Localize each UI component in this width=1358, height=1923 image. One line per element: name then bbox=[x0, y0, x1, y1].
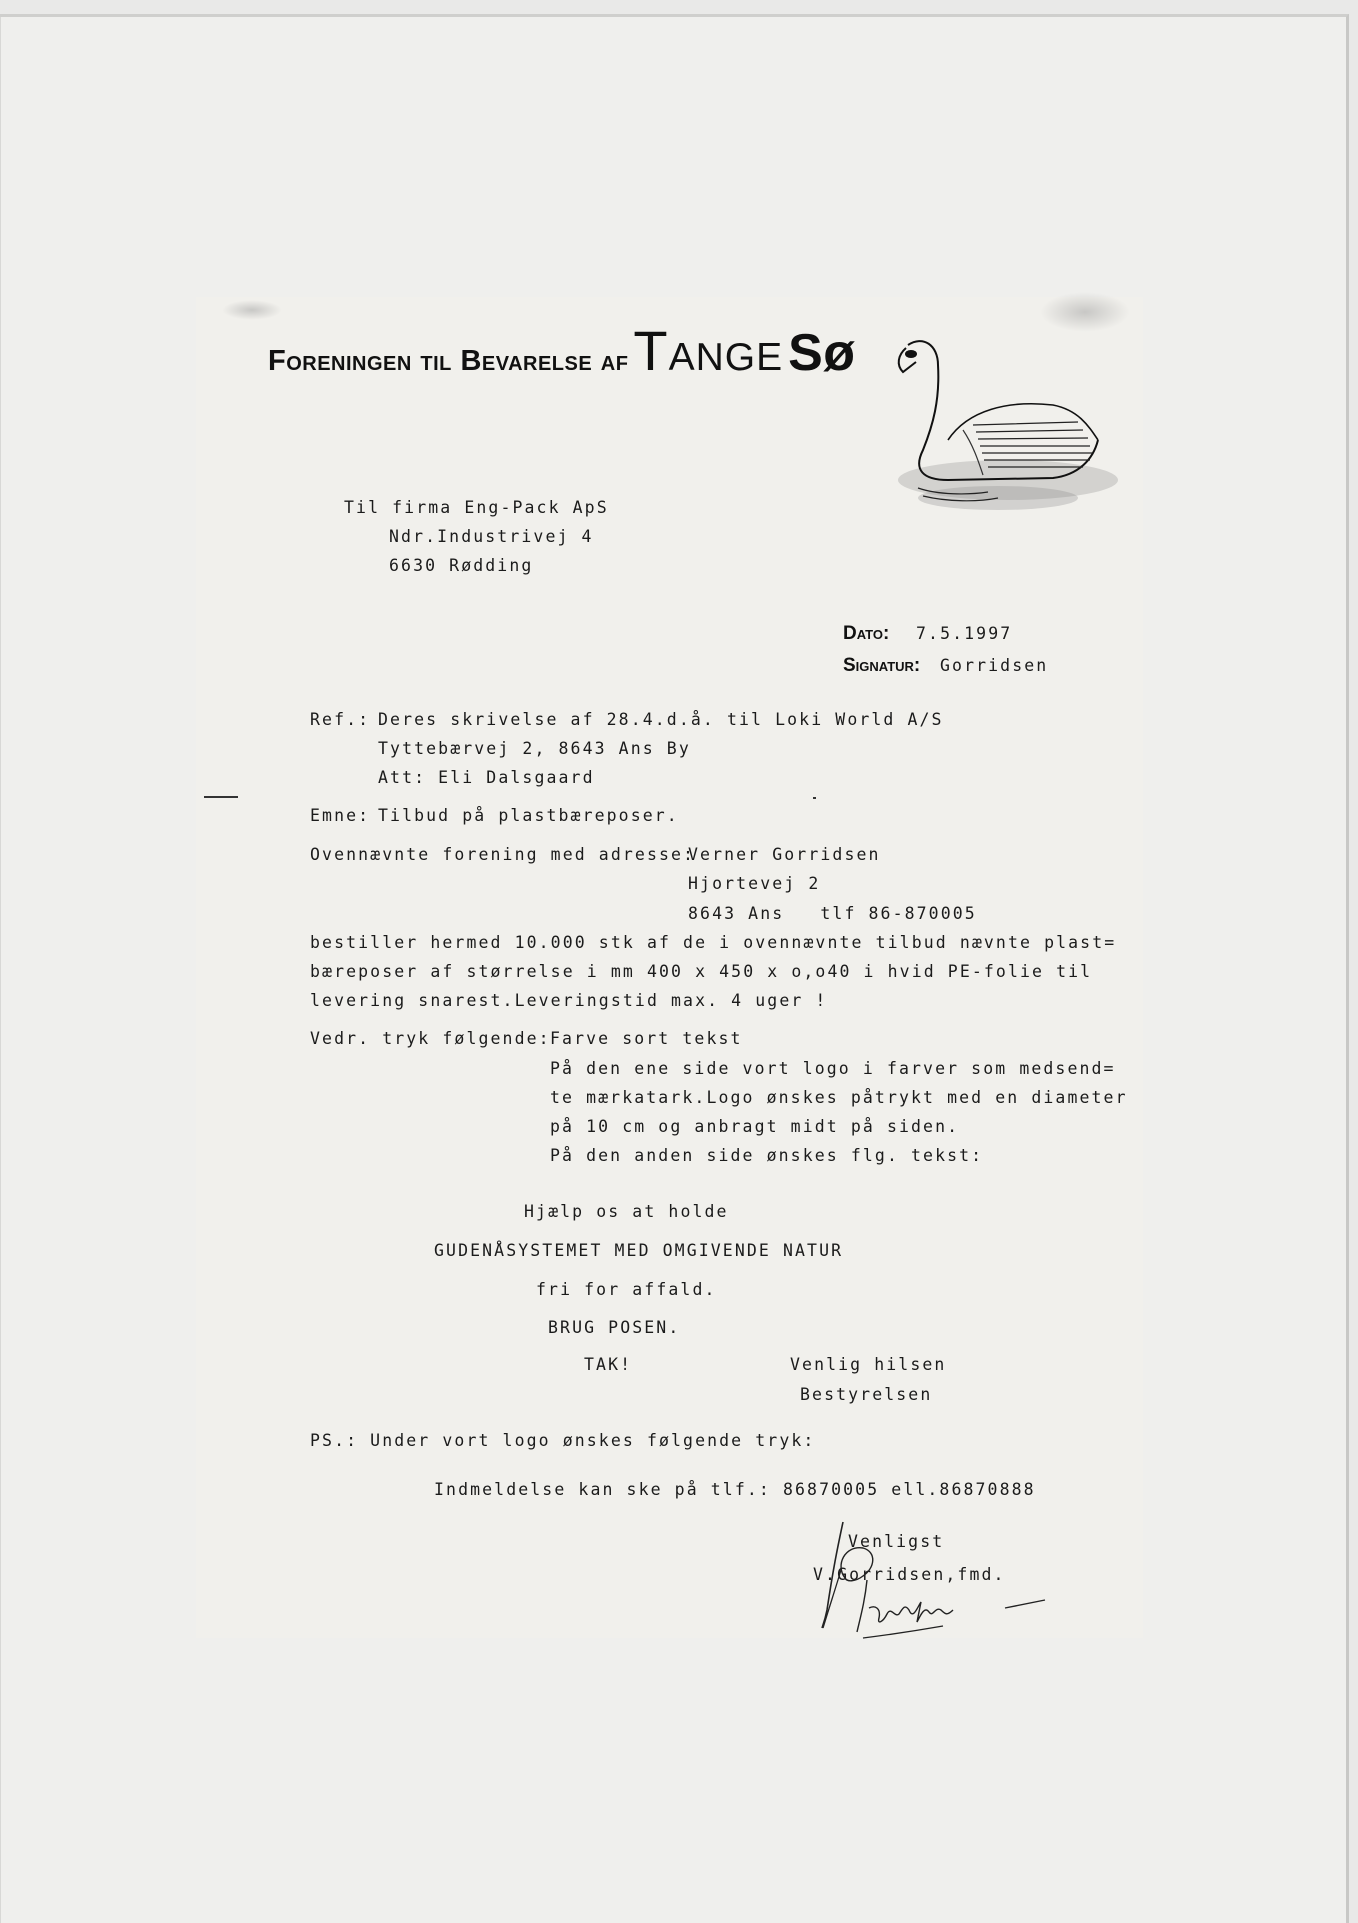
reference-line-3: Att: Eli Dalsgaard bbox=[378, 768, 595, 787]
signoff-line-2: V.Gorridsen,fmd. bbox=[813, 1565, 1006, 1584]
signoff-line-1: Venligst bbox=[848, 1532, 945, 1551]
slogan-line-2: GUDENÅSYSTEMET MED OMGIVENDE NATUR bbox=[434, 1241, 844, 1260]
reference-label: Ref.: bbox=[310, 710, 371, 729]
address-line-2: Hjortevej 2 bbox=[688, 874, 821, 893]
smudge-top-right bbox=[1040, 292, 1130, 332]
signature-label: Signatur: bbox=[843, 655, 921, 676]
subject-value: Tilbud på plastbæreposer. bbox=[378, 806, 679, 825]
date-label: Dato: bbox=[843, 623, 890, 644]
slogan-line-3: fri for affald. bbox=[536, 1280, 717, 1299]
print-label: Vedr. tryk følgende: bbox=[310, 1029, 551, 1048]
handwritten-signature bbox=[805, 1510, 1105, 1650]
recipient-line-3: 6630 Rødding bbox=[389, 556, 534, 575]
swan-icon bbox=[878, 330, 1118, 525]
print-line-5: På den anden side ønskes flg. tekst: bbox=[550, 1146, 984, 1165]
postscript-line-1: PS.: Under vort logo ønskes følgende tryk: bbox=[310, 1431, 816, 1450]
print-line-3: te mærkatark.Logo ønskes påtrykt med en diameter bbox=[550, 1088, 1128, 1107]
slogan-line-5: TAK! bbox=[584, 1355, 633, 1374]
letterhead-title bbox=[268, 318, 856, 383]
print-line-4: på 10 cm og anbragt midt på siden. bbox=[550, 1117, 960, 1136]
order-line-2: bæreposer af størrelse i mm 400 x 450 x o,o40 i hvid PE-folie til bbox=[310, 962, 1093, 981]
print-line-1: Farve sort tekst bbox=[550, 1029, 743, 1048]
address-line-1: Verner Gorridsen bbox=[688, 845, 881, 864]
slogan-line-1: Hjælp os at holde bbox=[524, 1202, 729, 1221]
smudge-top-left bbox=[222, 300, 282, 320]
recipient-line-2: Ndr.Industrivej 4 bbox=[389, 527, 594, 546]
letterhead-title-part3: Sø bbox=[788, 324, 856, 382]
address-line-3: 8643 Ans tlf 86-870005 bbox=[688, 904, 977, 923]
postscript-line-2: Indmeldelse kan ske på tlf.: 86870005 ell.86870888 bbox=[434, 1480, 1036, 1499]
letterhead-title-part1: Foreningen til Bevarelse af bbox=[268, 345, 629, 377]
closing-greeting: Venlig hilsen bbox=[790, 1355, 947, 1374]
recipient-line-1: Til firma Eng-Pack ApS bbox=[344, 498, 609, 517]
slogan-line-4: BRUG POSEN. bbox=[548, 1318, 681, 1337]
order-line-3: levering snarest.Leveringstid max. 4 uger ! bbox=[310, 991, 828, 1010]
print-line-2: På den ene side vort logo i farver som medsend= bbox=[550, 1059, 1116, 1078]
margin-mark bbox=[204, 796, 238, 798]
signature-value: Gorridsen bbox=[940, 656, 1049, 675]
closing-sender: Bestyrelsen bbox=[800, 1385, 933, 1404]
reference-line-2: Tyttebærvej 2, 8643 Ans By bbox=[378, 739, 691, 758]
subject-label: Emne: bbox=[310, 806, 371, 825]
stray-mark bbox=[813, 797, 816, 799]
reference-line-1: Deres skrivelse af 28.4.d.å. til Loki World A/S bbox=[378, 710, 944, 729]
order-line-1: bestiller hermed 10.000 stk af de i ovennævnte tilbud nævnte plast= bbox=[310, 933, 1117, 952]
date-value: 7.5.1997 bbox=[916, 624, 1013, 643]
address-intro: Ovennævnte forening med adresse: bbox=[310, 845, 696, 864]
letterhead-title-part2: Tange bbox=[633, 319, 784, 382]
